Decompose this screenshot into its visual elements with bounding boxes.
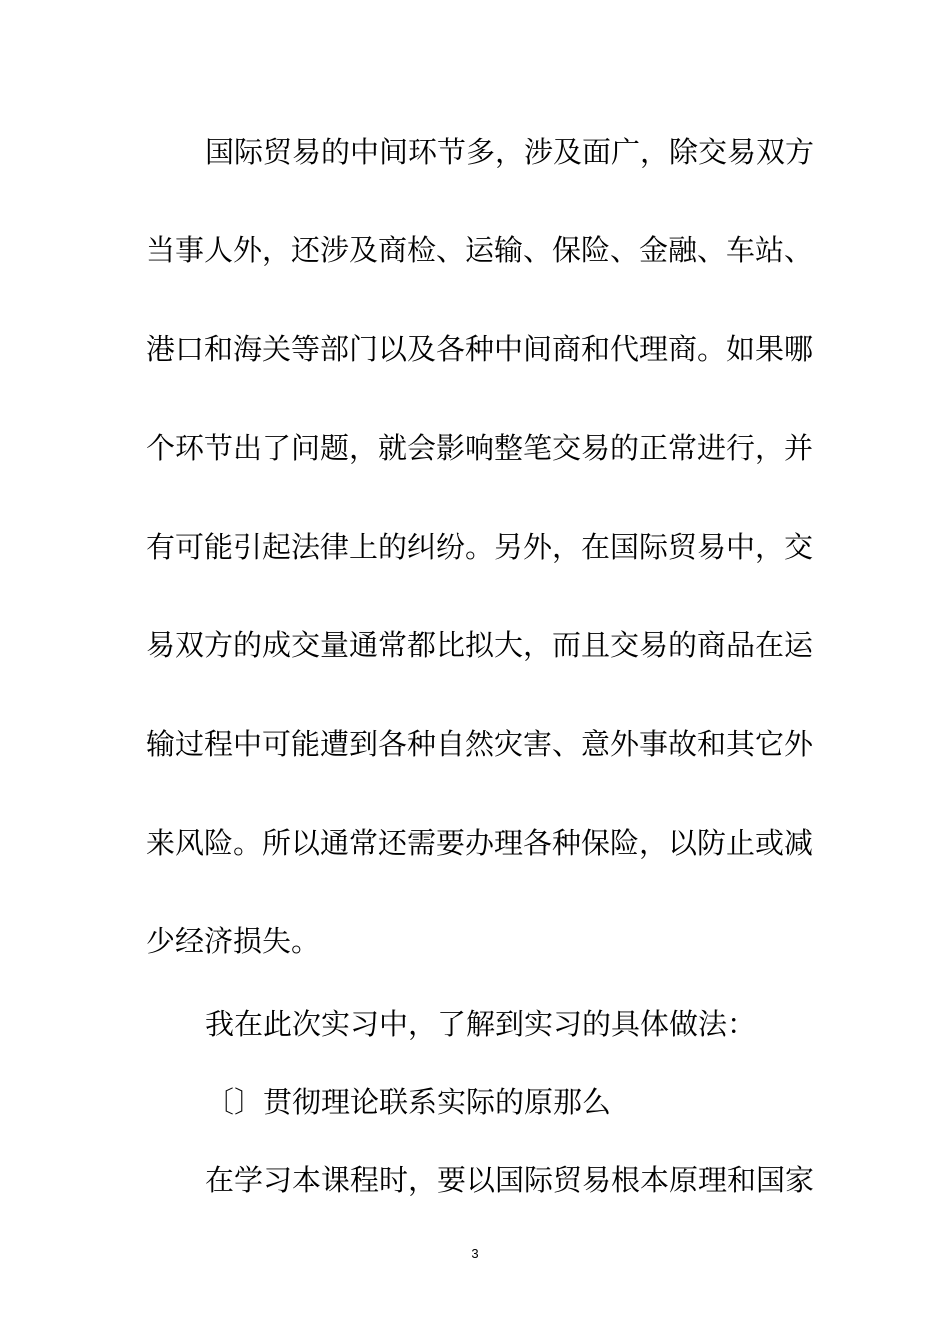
paragraph-line: 我在此次实习中，了解到实习的具体做法：	[205, 1007, 757, 1041]
section-heading: 〔〕贯彻理论联系实际的原那么	[205, 1085, 612, 1119]
paragraph-line: 港口和海关等部门以及各种中间商和代理商。如果哪	[146, 332, 814, 366]
paragraph-line: 有可能引起法律上的纠纷。另外，在国际贸易中，交	[146, 530, 814, 564]
paragraph-line: 个环节出了问题，就会影响整笔交易的正常进行，并	[146, 431, 814, 465]
paragraph-line: 当事人外，还涉及商检、运输、保险、金融、车站、	[146, 233, 814, 267]
paragraph-line: 少经济损失。	[146, 924, 321, 958]
paragraph-line: 来风险。所以通常还需要办理各种保险，以防止或减	[146, 826, 814, 860]
paragraph-line: 国际贸易的中间环节多，涉及面广，除交易双方	[205, 135, 815, 169]
page-number: 3	[471, 1246, 479, 1261]
paragraph-line: 易双方的成交量通常都比拟大，而且交易的商品在运	[146, 628, 814, 662]
paragraph-line: 在学习本课程时，要以国际贸易根本原理和国家	[205, 1163, 815, 1197]
paragraph-line: 输过程中可能遭到各种自然灾害、意外事故和其它外	[146, 727, 814, 761]
